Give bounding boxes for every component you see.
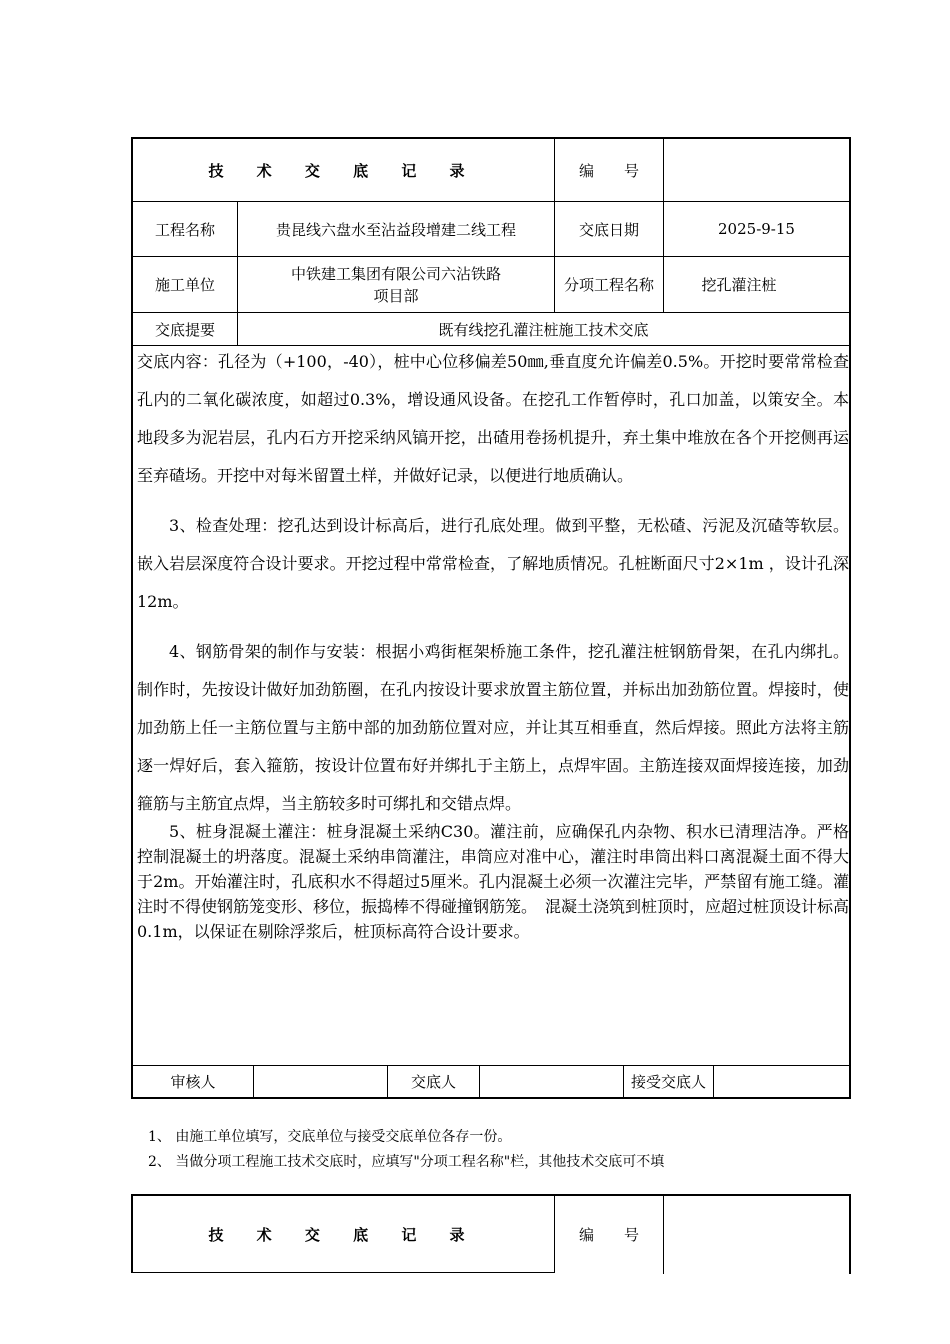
unit-line-1: 中铁建工集团有限公司六沾铁路 [290, 264, 501, 283]
form2-number-label: 编 号 [578, 1225, 639, 1244]
summary-label: 交底提要 [154, 320, 215, 339]
note-1: 1、 由施工单位填写，交底单位与接受交底单位各存一份。 [148, 1129, 512, 1145]
content-paragraph-2: 3、检查处理：挖孔达到设计标高后，进行孔底处理。做到平整，无松碴、污泥及沉碴等软层。嵌入岩层深度符合设计要求。开挖过程中常常检查，了解地质情况。孔桩断面尺寸2×1m ，设计孔深12m。 [137, 516, 849, 611]
date-label: 交底日期 [578, 220, 639, 239]
project-name-label: 工程名称 [154, 220, 215, 239]
sub-project-label: 分项工程名称 [563, 276, 654, 294]
reviewer-field[interactable] [254, 1066, 387, 1097]
unit-label: 施工单位 [154, 276, 215, 294]
unit-line-2: 项目部 [373, 286, 419, 305]
reviewer-label: 审核人 [170, 1073, 216, 1091]
unit-value [238, 257, 554, 312]
content-paragraph-3: 4、钢筋骨架的制作与安装：根据小鸡街框架桥施工条件，挖孔灌注桩钢筋骨架，在孔内绑扎。制作时，先按设计做好加劲筋圈，在孔内按设计要求放置主筋位置，并标出加劲筋位置。焊接时，使加劲筋上任一主筋位置与主筋中部的加劲筋位置对应，并让其互相垂直，然后焊接。照此方法将主筋逐一焊好后，套入箍筋，按设计位置布好并绑扎于主筋上，点焊牢固。主筋连接双面焊接连接，加劲箍筋与主筋宜点焊，当主筋较多时可绑扎和交错点焊。 [137, 642, 849, 813]
content-paragraph-1: 交底内容：孔径为（+100，-40），桩中心位移偏差50㎜,垂直度允许偏差0.5%。开挖时要常常检查孔内的二氧化碳浓度，如超过0.3%，增设通风设备。在挖孔工作暂停时，孔口加盖，以策安全。本地段多为泥岩层，孔内石方开挖采纳风镐开挖，出碴用卷扬机提升，弃土集中堆放在各个开挖侧再运至弃碴场。开挖中对每米留置土样，并做好记录，以便进行地质确认。 [137, 352, 849, 485]
receiver-label: 接受交底人 [630, 1073, 706, 1091]
form2-title: 技 术 交 底 记 录 [208, 1225, 479, 1244]
project-name: 贵昆线六盘水至沾益段增建二线工程 [275, 220, 516, 239]
note-2: 2、 当做分项工程施工技术交底时，应填写"分项工程名称"栏，其他技术交底可不填 [148, 1154, 665, 1170]
disclosure-content [137, 343, 849, 944]
discloser-field[interactable] [480, 1066, 623, 1097]
number-value[interactable] [664, 139, 849, 201]
date-value: 2025-9-15 [718, 220, 795, 238]
number-label: 编 号 [578, 161, 639, 180]
content-paragraph-4: 5、桩身混凝土灌注：桩身混凝土采纳C30。灌注前，应确保孔内杂物、积水已清理洁净。严格控制混凝土的坍落度。混凝土采纳串筒灌注，串筒应对准中心，灌注时串筒出料口离混凝土面不得大于2m。开始灌注时，孔底积水不得超过5厘米。孔内混凝土必须一次灌注完毕，严禁留有施工缝。灌注时不得使钢筋笼变形、移位，振捣棒不得碰撞钢筋笼。 混凝土浇筑到桩顶时，应超过桩顶设计标高0.1m，以保证在剔除浮浆后，桩顶标高符合设计要求。 [137, 822, 850, 941]
form-title: 技 术 交 底 记 录 [208, 161, 479, 180]
receiver-field[interactable] [714, 1066, 849, 1097]
summary-value: 既有线挖孔灌注桩施工技术交底 [438, 320, 649, 339]
sub-project-value: 挖孔灌注桩 [701, 276, 777, 294]
discloser-label: 交底人 [410, 1073, 456, 1091]
